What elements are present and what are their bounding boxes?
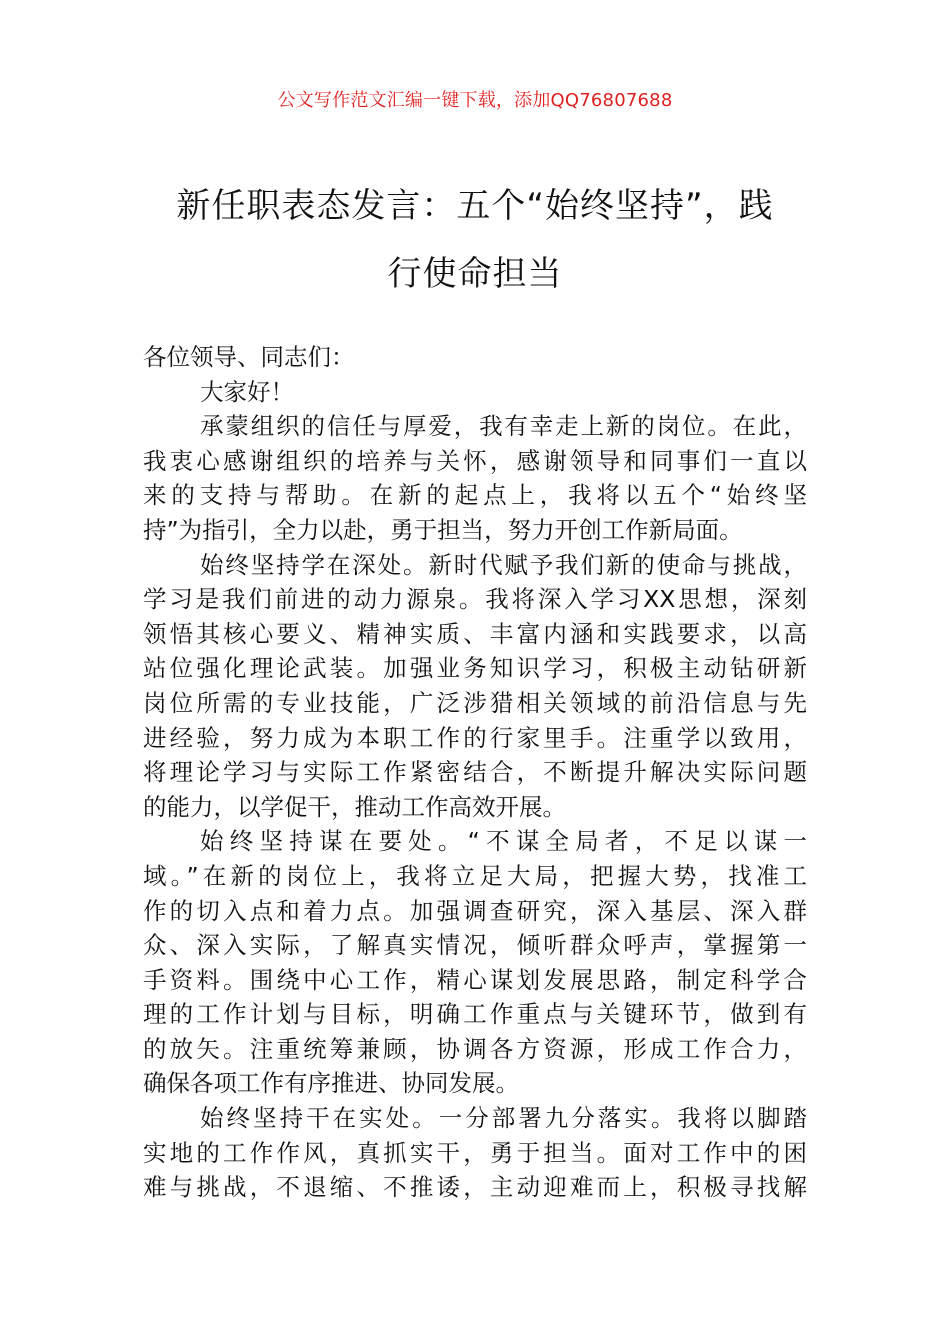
paragraph-line: 承蒙组织的信任与厚爱，我有幸走上新的岗位。在此， <box>200 412 807 441</box>
paragraph-line: 将理论学习与实际工作紧密结合，不断提升解决实际问题 <box>143 758 807 787</box>
paragraph-line: 手资料。围绕中心工作，精心谋划发展思路，制定科学合 <box>143 965 807 994</box>
paragraph-line: 进经验，努力成为本职工作的行家里手。注重学以致用， <box>143 723 807 752</box>
paragraph-line: 始终坚持干在实处。一分部署九分落实。我将以脚踏 <box>200 1104 807 1133</box>
paragraph-line: 站位强化理论武装。加强业务知识学习，积极主动钻研新 <box>143 654 807 683</box>
paragraph-line: 众、深入实际，了解真实情况，倾听群众呼声，掌握第一 <box>143 931 807 960</box>
greeting: 大家好！ <box>200 377 294 406</box>
paragraph-line: 难与挑战，不退缩、不推诿，主动迎难而上，积极寻找解 <box>143 1173 807 1202</box>
paragraph-line: 领悟其核心要义、精神实质、丰富内涵和实践要求，以高 <box>143 619 807 648</box>
title-line-1: 新任职表态发言：五个“始终坚持”，践 <box>176 186 774 226</box>
paragraph-line: 来的支持与帮助。在新的起点上，我将以五个“始终坚 <box>143 481 807 510</box>
paragraph-line: 的能力，以学促干，推动工作高效开展。 <box>143 792 566 821</box>
title-line-2: 行使命担当 <box>387 254 563 294</box>
salutation: 各位领导、同志们： <box>143 343 355 371</box>
paragraph-line: 学习是我们前进的动力源泉。我将深入学习XX思想，深刻 <box>143 585 807 614</box>
paragraph-line: 实地的工作作风，真抓实干，勇于担当。面对工作中的困 <box>143 1138 807 1167</box>
speech-body <box>143 340 807 1205</box>
paragraph-line: 确保各项工作有序推进、协同发展。 <box>143 1069 519 1098</box>
document-title <box>100 172 850 308</box>
paragraph-line: 的放矢。注重统筹兼顾，协调各方资源，形成工作合力， <box>143 1034 807 1063</box>
paragraph-line: 始终坚持谋在要处。“不谋全局者，不足以谋一 <box>200 827 807 856</box>
paragraph-line: 作的切入点和着力点。加强调查研究，深入基层、深入群 <box>143 896 807 925</box>
paragraph-line: 理的工作计划与目标，明确工作重点与关键环节，做到有 <box>143 1000 807 1029</box>
paragraph-line: 持”为指引，全力以赴，勇于担当，努力开创工作新局面。 <box>143 515 743 544</box>
paragraph-line: 始终坚持学在深处。新时代赋予我们新的使命与挑战， <box>200 550 807 579</box>
paragraph-line: 域。”在新的岗位上，我将立足大局，把握大势，找准工 <box>143 861 807 890</box>
paragraph-line: 岗位所需的专业技能，广泛涉猎相关领域的前沿信息与先 <box>143 688 807 717</box>
paragraph-line: 我衷心感谢组织的培养与关怀，感谢领导和同事们一直以 <box>143 446 807 475</box>
download-promo-text: 公文写作范文汇编一键下载，添加QQ76807688 <box>277 90 673 111</box>
